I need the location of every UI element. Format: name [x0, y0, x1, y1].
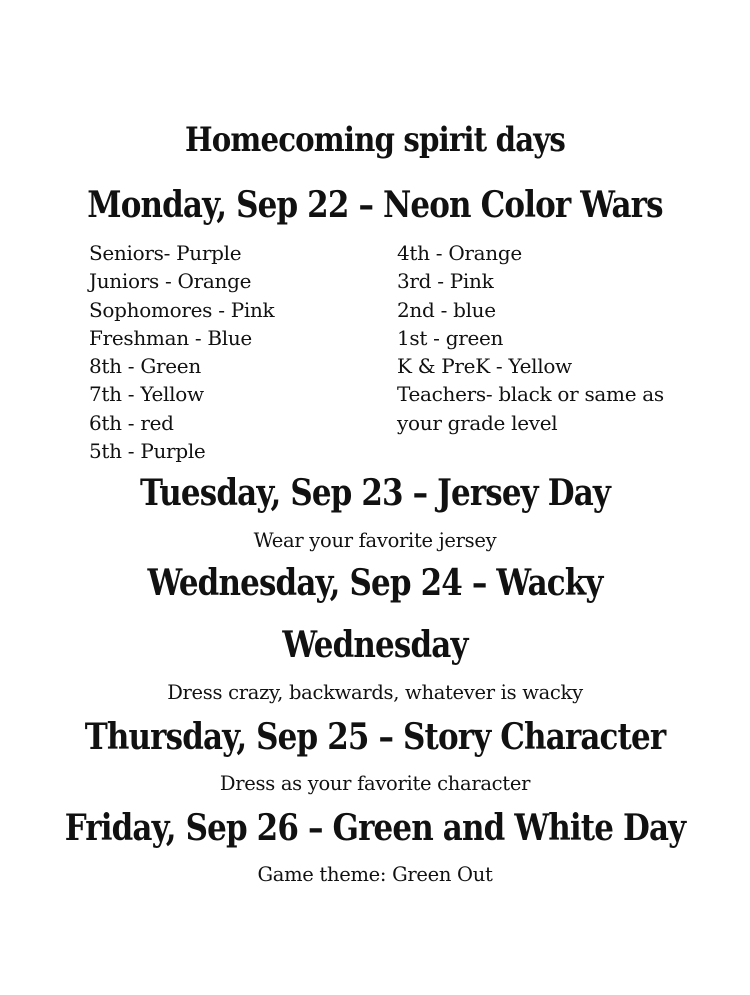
wednesday-heading-line2: Wednesday: [282, 624, 468, 666]
list-item: Juniors - Orange: [89, 269, 252, 294]
list-item: 5th - Purple: [89, 439, 206, 464]
friday-description: Game theme: Green Out: [257, 863, 493, 886]
list-item: 4th - Orange: [397, 241, 522, 265]
thursday-heading: Thursday, Sep 25 – Story Character: [84, 716, 666, 758]
list-item: Seniors- Purple: [89, 241, 242, 265]
friday-heading: Friday, Sep 26 – Green and White Day: [64, 807, 686, 849]
monday-grade-colors-left: [89, 239, 379, 465]
list-item: 2nd - blue: [397, 297, 496, 322]
list-item: Teachers- black or same as: [397, 382, 664, 407]
tuesday-description: Wear your favorite jersey: [253, 529, 497, 552]
list-item: Sophomores - Pink: [89, 297, 275, 322]
list-item: your grade level: [397, 410, 558, 435]
list-item: 7th - Yellow: [89, 382, 204, 407]
wednesday-heading-line1: Wednesday, Sep 24 – Wacky: [147, 562, 603, 604]
tuesday-heading: Tuesday, Sep 23 – Jersey Day: [139, 472, 611, 514]
list-item: 6th - red: [89, 410, 174, 435]
monday-grade-colors-right: [397, 239, 677, 437]
list-item: K & PreK - Yellow: [397, 354, 572, 379]
list-item: 1st - green: [397, 325, 504, 350]
list-item: Freshman - Blue: [89, 325, 252, 350]
list-item: 3rd - Pink: [397, 269, 494, 294]
monday-heading: Monday, Sep 22 – Neon Color Wars: [87, 184, 663, 226]
list-item: 8th - Green: [89, 354, 201, 379]
thursday-description: Dress as your favorite character: [219, 772, 531, 795]
wednesday-description: Dress crazy, backwards, whatever is wacky: [167, 681, 583, 704]
page-title: Homecoming spirit days: [184, 120, 566, 160]
